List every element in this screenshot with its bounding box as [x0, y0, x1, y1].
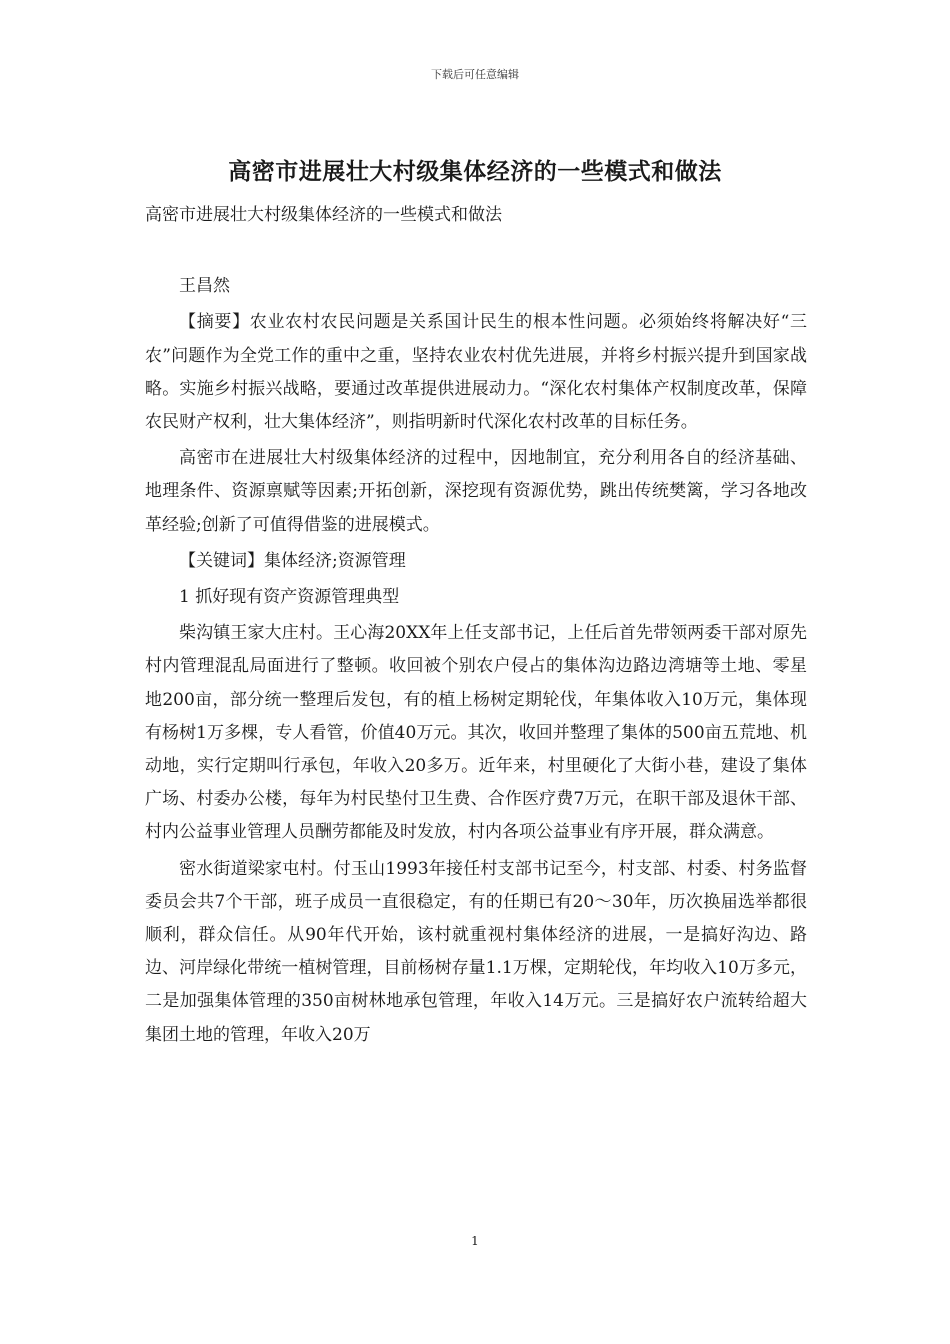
document-subtitle: 高密市进展壮大村级集体经济的一些模式和做法 — [145, 205, 502, 225]
intro-paragraph: 高密市在进展壮大村级集体经济的过程中，因地制宜，充分利用各自的经济基础、地理条件、资源禀赋等因素;开拓创新，深挖现有资源优势，跳出传统樊篱，学习各地改革经验;创新了可值得借鉴的进展模式。 — [145, 448, 807, 535]
blank-line — [145, 232, 807, 265]
abstract-paragraph: 【摘要】农业农村农民问题是关系国计民生的根本性问题。必须始终将解决好“三农”问题作为全党工作的重中之重，坚持农业农村优先进展，并将乡村振兴提升到国家战略。实施乡村振兴战略，要通过改革提供进展动力。“深化农村集体产权制度改革，保障农民财产权利，壮大集体经济”，则指明新时代深化农村改革的目标任务。 — [145, 312, 807, 433]
keywords-line: 【关键词】集体经济;资源管理 — [179, 550, 406, 571]
document-body — [145, 199, 807, 1052]
page-number: 1 — [471, 1234, 479, 1248]
header-note: 下载后可任意编辑 — [431, 68, 519, 81]
body-paragraph: 柴沟镇王家大庄村。王心海20XX年上任支部书记，上任后首先带领两委干部对原先村内管理混乱局面进行了整顿。收回被个别农户侵占的集体沟边路边湾塘等土地、零星地200亩，部分统一整理后发包，有的植上杨树定期轮伐，年集体收入10万元，集体现有杨树1万多棵，专人看管，价值40万元。其次，收回并整理了集体的500亩五荒地、机动地，实行定期叫行承包，年收入20多万。近年来，村里硬化了大街小巷，建设了集体广场、村委办公楼，每年为村民垫付卫生费、合作医疗费7万元，在职干部及退休干部、村内公益事业管理人员酬劳都能及时发放，村内各项公益事业有序开展，群众满意。 — [145, 623, 807, 843]
body-paragraph: 密水街道梁家屯村。付玉山1993年接任村支部书记至今，村支部、村委、村务监督委员会共7个干部，班子成员一直很稳定，有的任期已有20～30年，历次换届选举都很顺利，群众信任。从90年代开始，该村就重视村集体经济的进展，一是搞好沟边、路边、河岸绿化带统一植树管理，目前杨树存量1.1万棵，定期轮伐，年均收入10万多元，二是加强集体管理的350亩树林地承包管理，年收入14万元。三是搞好农户流转给超大集团土地的管理，年收入20万 — [145, 858, 807, 1045]
author-name: 王昌然 — [179, 276, 230, 297]
document-title: 高密市进展壮大村级集体经济的一些模式和做法 — [228, 158, 722, 185]
section-heading: 1 抓好现有资产资源管理典型 — [179, 587, 400, 608]
